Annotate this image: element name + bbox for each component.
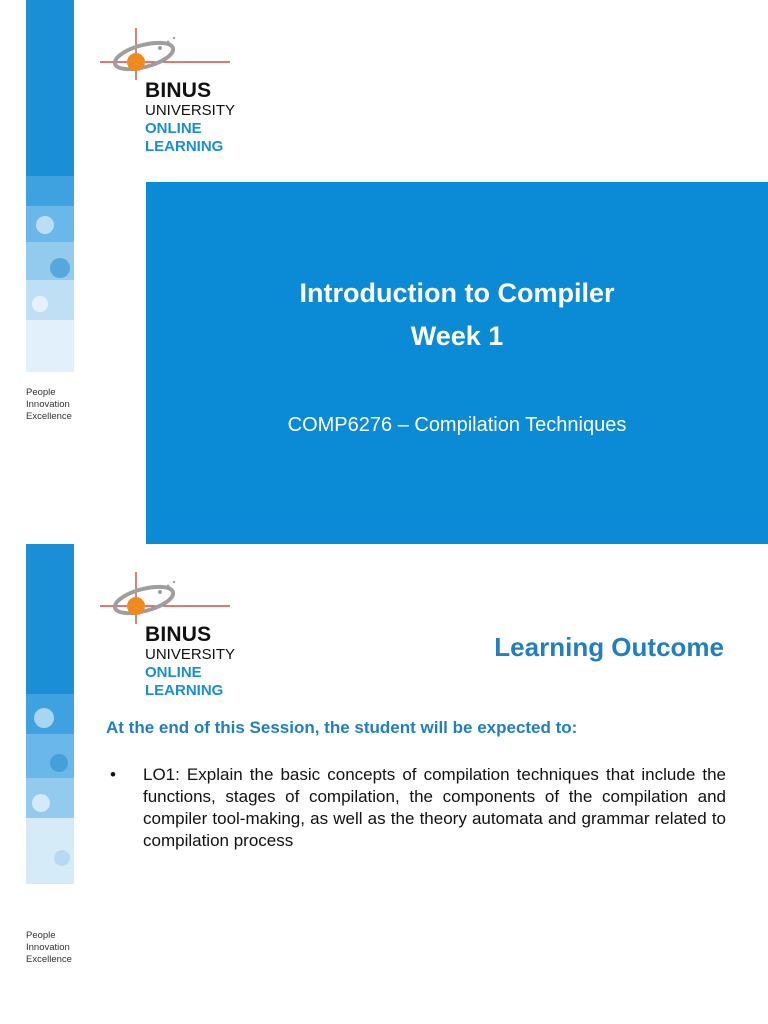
list-item (106, 764, 726, 852)
learning-outcome-heading: Learning Outcome (494, 632, 724, 662)
binus-logo (100, 566, 250, 699)
binus-logo (100, 22, 250, 155)
binus-emblem-icon (100, 566, 250, 626)
learning-outcome-intro: At the end of this Session, the student will be expected to: (106, 718, 578, 737)
tagline-excellence: Excellence (26, 411, 72, 422)
slide-learning-outcome (0, 544, 768, 1024)
tagline-innovation: Innovation (26, 942, 70, 953)
logo-learning: LEARNING (145, 682, 224, 699)
decorative-stripe (26, 544, 74, 884)
bullet-icon: • (110, 765, 116, 784)
logo-university: UNIVERSITY (145, 646, 236, 663)
decorative-stripe (26, 0, 74, 372)
logo-learning: LEARNING (145, 138, 224, 155)
outcome-text: LO1: Explain the basic concepts of compilation techniques that include the functions, stages of compilation, the components of the compilation and compiler tool-making, as well as the theory automata and grammar related to compilation process (143, 765, 726, 850)
logo-binus: BINUS (145, 623, 212, 646)
tagline-people: People (26, 930, 56, 941)
course-subtitle: COMP6276 – Compilation Techniques (287, 414, 627, 436)
binus-emblem-icon (100, 22, 250, 82)
slide-title-line2: Week 1 (410, 321, 504, 351)
tagline-excellence: Excellence (26, 954, 72, 965)
tagline-people: People (26, 387, 56, 398)
tagline (26, 387, 72, 423)
logo-online: ONLINE (145, 120, 202, 137)
learning-outcome-list (106, 764, 726, 852)
tagline-innovation: Innovation (26, 399, 70, 410)
slide-title-line1: Introduction to Compiler (299, 278, 615, 308)
tagline (26, 930, 72, 966)
logo-online: ONLINE (145, 664, 202, 681)
logo-binus: BINUS (145, 79, 212, 102)
title-panel (146, 182, 768, 544)
logo-university: UNIVERSITY (145, 102, 236, 119)
